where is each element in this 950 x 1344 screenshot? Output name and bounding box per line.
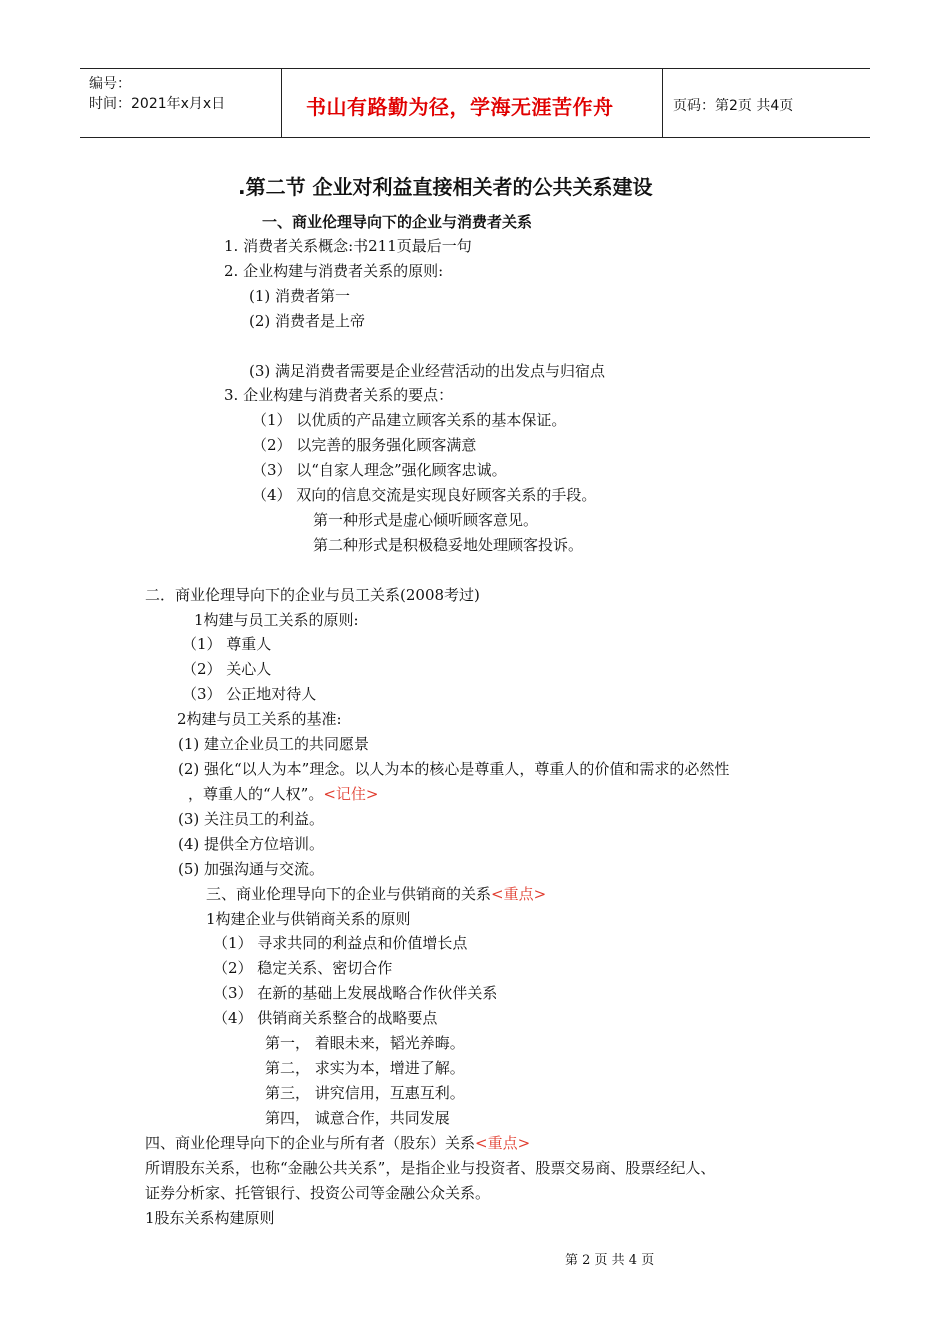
text-line: （2） 稳定关系、密切合作 bbox=[213, 959, 393, 977]
text-line: （1） 寻求共同的利益点和价值增长点 bbox=[213, 934, 468, 952]
text-line: （2） 关心人 bbox=[182, 660, 272, 678]
text-line: 1构建企业与供销商关系的原则 bbox=[206, 910, 411, 928]
text-line: 三、商业伦理导向下的企业与供销商的关系<重点> bbox=[206, 885, 547, 903]
header-motto-cell bbox=[282, 69, 663, 137]
text-line: 3. 企业构建与消费者关系的要点： bbox=[224, 386, 454, 404]
note-key-point: <重点> bbox=[491, 885, 547, 903]
text-line: （4） 双向的信息交流是实现良好顾客关系的手段。 bbox=[252, 486, 597, 504]
text-line: 第四， 诚意合作，共同发展 bbox=[265, 1109, 450, 1127]
time-label: 时间：2021年x月x日 bbox=[89, 96, 226, 112]
text-line: (5) 加强沟通与交流。 bbox=[178, 860, 325, 878]
text-line: （3） 公正地对待人 bbox=[182, 685, 317, 703]
text-line: （4） 供销商关系整合的战略要点 bbox=[213, 1009, 438, 1027]
document-header bbox=[80, 68, 870, 138]
text-line: （1） 尊重人 bbox=[182, 635, 272, 653]
text-line: ，尊重人的“人权”。<记住> bbox=[188, 785, 379, 803]
header-meta-cell bbox=[80, 69, 282, 137]
text-line: (1) 建立企业员工的共同愿景 bbox=[178, 735, 370, 753]
text-line: （2） 以完善的服务强化顾客满意 bbox=[252, 436, 477, 454]
text-line: 1构建与员工关系的原则: bbox=[194, 611, 359, 629]
note-key-point: <重点> bbox=[475, 1134, 531, 1152]
text-line: 二．商业伦理导向下的企业与员工关系(2008考过) bbox=[145, 586, 480, 604]
text-line: 第一， 着眼未来，韬光养晦。 bbox=[265, 1034, 465, 1052]
text-line: (3) 关注员工的利益。 bbox=[178, 810, 325, 828]
text-line: (3) 满足消费者需要是企业经营活动的出发点与归宿点 bbox=[249, 362, 606, 380]
number-label: 编号： bbox=[89, 76, 131, 92]
text-line: 第三， 讲究信用，互惠互利。 bbox=[265, 1084, 465, 1102]
text-line: 证券分析家、托管银行、投资公司等金融公众关系。 bbox=[145, 1184, 491, 1202]
text-line: (2) 消费者是上帝 bbox=[249, 312, 366, 330]
text-line: (2) 强化“以人为本”理念。以人为本的核心是尊重人，尊重人的价值和需求的必然性 bbox=[178, 760, 730, 778]
text-line: （3） 在新的基础上发展战略合作伙伴关系 bbox=[213, 984, 498, 1002]
text-line: 所谓股东关系，也称“金融公共关系”，是指企业与投资者、股票交易商、股票经纪人、 bbox=[145, 1159, 716, 1177]
note-remember: <记住> bbox=[323, 785, 379, 803]
text-line: 1. 消费者关系概念:书211页最后一句 bbox=[224, 237, 472, 255]
section-title: .第二节 企业对利益直接相关者的公共关系建设 bbox=[238, 175, 653, 199]
text-line: 2构建与员工关系的基准: bbox=[177, 710, 342, 728]
text-line: (1) 消费者第一 bbox=[249, 287, 351, 305]
motto: 书山有路勤为径，学海无涯苦作舟 bbox=[306, 95, 614, 119]
page-label: 页码：第2页 共4页 bbox=[673, 98, 794, 114]
text-line: (4) 提供全方位培训。 bbox=[178, 835, 325, 853]
page-footer: 第 2 页 共 4 页 bbox=[565, 1253, 655, 1268]
section-subtitle: 一、商业伦理导向下的企业与消费者关系 bbox=[262, 213, 533, 231]
header-page-cell bbox=[663, 69, 870, 137]
text-line: 第二， 求实为本，增进了解。 bbox=[265, 1059, 465, 1077]
text-line: 1股东关系构建原则 bbox=[145, 1209, 275, 1227]
text-line: 第一种形式是虚心倾听顾客意见。 bbox=[313, 511, 539, 529]
text-line: 第二种形式是积极稳妥地处理顾客投诉。 bbox=[313, 536, 584, 554]
text-line: （1） 以优质的产品建立顾客关系的基本保证。 bbox=[252, 411, 567, 429]
text-line: 四、商业伦理导向下的企业与所有者（股东）关系<重点> bbox=[145, 1134, 531, 1152]
text-line: 2. 企业构建与消费者关系的原则: bbox=[224, 262, 444, 280]
text-line: （3） 以“自家人理念”强化顾客忠诚。 bbox=[252, 461, 507, 479]
